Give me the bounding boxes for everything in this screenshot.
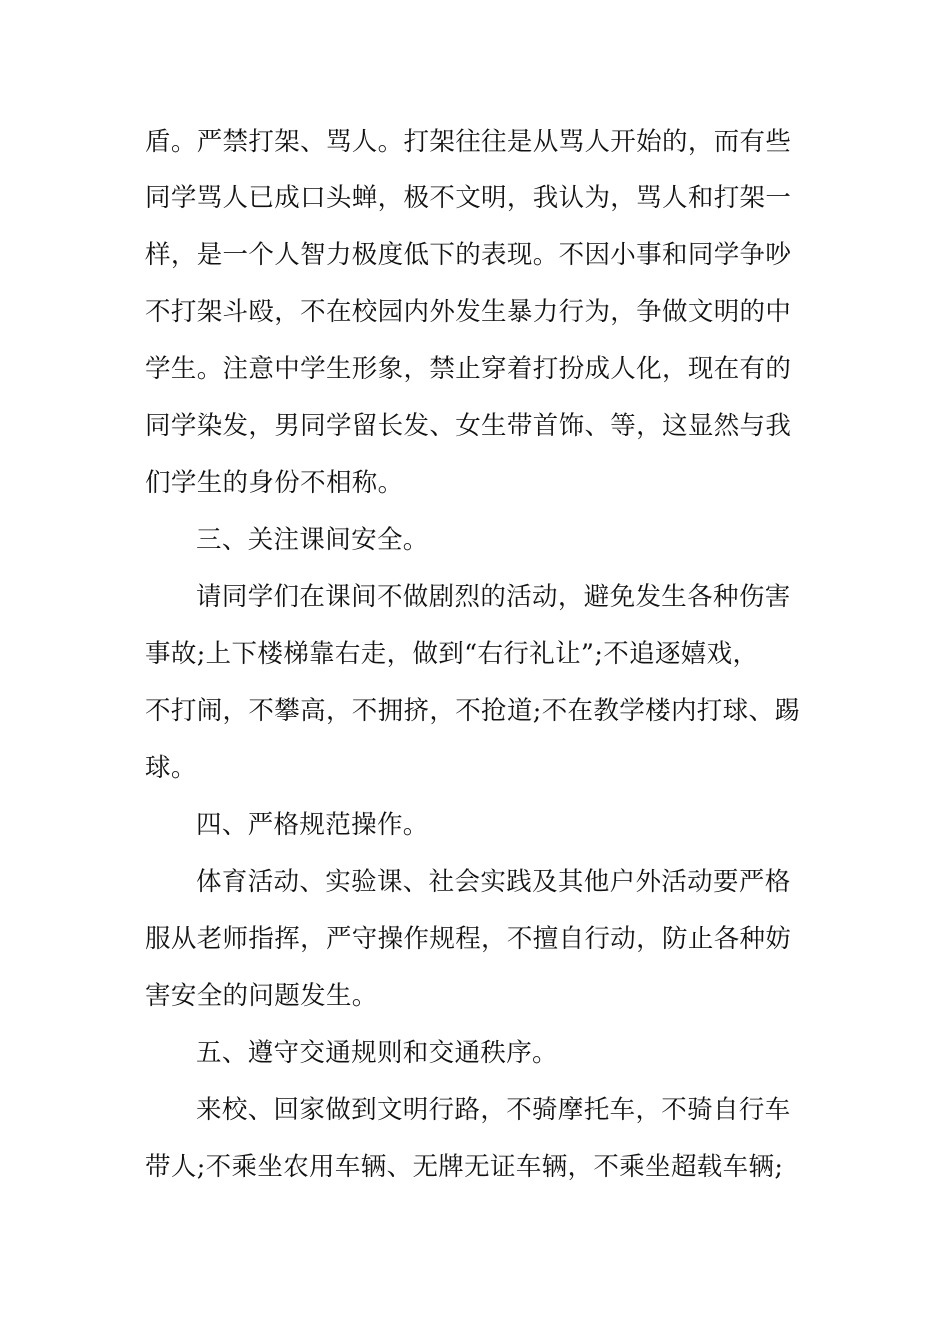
text-line: 学生。注意中学生形象，禁止穿着打扮成人化，现在有的 xyxy=(145,354,792,384)
text-line: 球。 xyxy=(145,753,197,783)
paragraph-first-line: 来校、回家做到文明行路，不骑摩托车，不骑自行车 xyxy=(196,1095,791,1125)
text-line: 同学染发，男同学留长发、女生带首饰、等，这显然与我 xyxy=(145,411,792,441)
text-line: 们学生的身份不相称。 xyxy=(145,468,404,498)
text-line: 服从老师指挥，严守操作规程，不擅自行动，防止各种妨 xyxy=(145,924,792,954)
text-line: 样，是一个人智力极度低下的表现。不因小事和同学争吵 xyxy=(145,240,792,270)
section-heading: 五、遵守交通规则和交通秩序。 xyxy=(196,1038,558,1068)
text-line: 带人;不乘坐农用车辆、无牌无证车辆，不乘坐超载车辆; xyxy=(145,1152,784,1182)
text-line: 同学骂人已成口头蝉，极不文明，我认为，骂人和打架一 xyxy=(145,183,792,213)
text-line: 不打架斗殴，不在校园内外发生暴力行为，争做文明的中 xyxy=(145,297,792,327)
paragraph-first-line: 请同学们在课间不做剧烈的活动，避免发生各种伤害 xyxy=(196,582,791,612)
section-heading: 四、严格规范操作。 xyxy=(196,810,429,840)
text-line: 不打闹，不攀高，不拥挤，不抢道;不在教学楼内打球、踢 xyxy=(145,696,801,726)
text-line: 盾。严禁打架、骂人。打架往往是从骂人开始的，而有些 xyxy=(145,127,792,157)
text-line: 害安全的问题发生。 xyxy=(145,981,378,1011)
paragraph-first-line: 体育活动、实验课、社会实践及其他户外活动要严格 xyxy=(196,867,791,897)
section-heading: 三、关注课间安全。 xyxy=(196,525,429,555)
text-line: 事故;上下楼梯靠右走，做到“右行礼让”;不追逐嬉戏， xyxy=(145,639,759,669)
